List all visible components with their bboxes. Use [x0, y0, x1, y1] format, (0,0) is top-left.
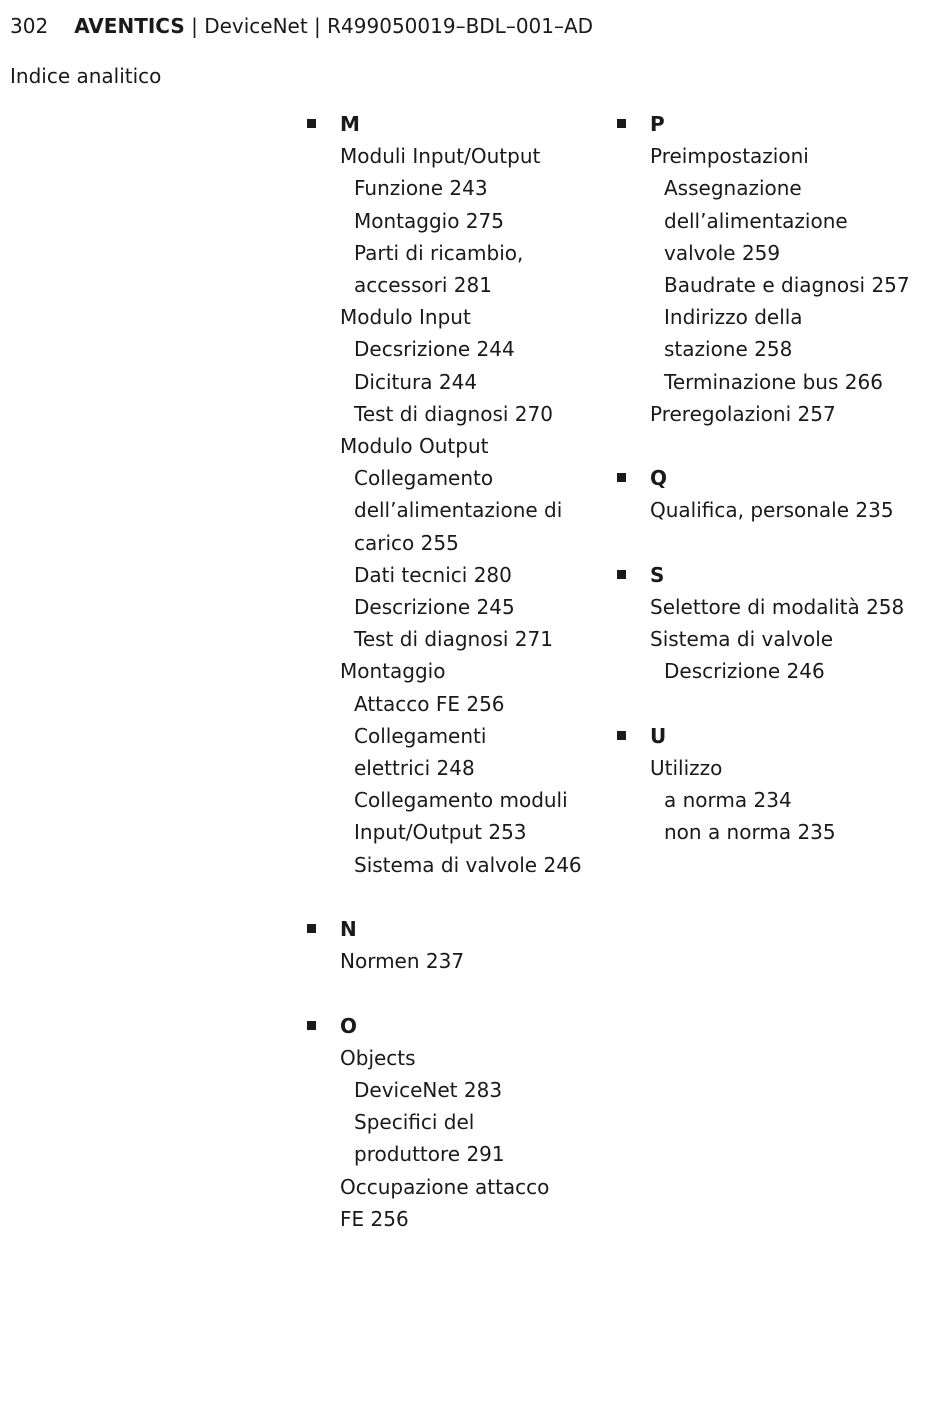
index-subentry: produttore 291: [354, 1142, 505, 1167]
index-subentry: Descrizione 246: [664, 659, 825, 684]
index-subentry: Dicitura 244: [354, 369, 478, 394]
index-letter-heading: [616, 720, 946, 752]
index-entry: Qualifica, personale 235: [650, 498, 894, 523]
index-entry: Modulo Output: [340, 434, 489, 459]
index-group-p: [616, 108, 946, 430]
index-subentry: Terminazione bus 266: [664, 369, 883, 394]
index-subentry: Attacco FE 256: [354, 691, 505, 716]
index-letter-heading: [616, 108, 946, 140]
index-letter-heading: [616, 559, 946, 591]
index-subentry: Input/Output 253: [354, 820, 527, 845]
index-subentry: valvole 259: [664, 240, 781, 265]
document-reference: | DeviceNet | R499050019–BDL–001–AD: [184, 14, 594, 38]
index-entry: Selettore di modalità 258: [650, 594, 905, 619]
index-subentry: Indirizzo della: [664, 305, 803, 330]
index-subentry: dell’alimentazione: [664, 208, 848, 233]
index-subentry: Dati tecnici 280: [354, 562, 512, 587]
index-subentry: Test di diagnosi 271: [354, 627, 553, 652]
index-subentry: Collegamenti: [354, 723, 487, 748]
page-number: 302: [10, 14, 49, 38]
index-letter-heading: [306, 108, 606, 140]
section-title: Indice analitico: [10, 64, 162, 88]
square-bullet-icon: [617, 731, 626, 740]
page-header: [10, 12, 593, 40]
square-bullet-icon: [307, 1021, 316, 1030]
index-subentry: dell’alimentazione di: [354, 498, 563, 523]
index-subentry: Montaggio 275: [354, 208, 504, 233]
index-subentry: Assegnazione: [664, 176, 802, 201]
index-entry: Utilizzo: [650, 755, 723, 780]
index-subentry: Decsrizione 244: [354, 337, 515, 362]
index-subentry: Test di diagnosi 270: [354, 401, 553, 426]
index-group-q: [616, 462, 946, 526]
index-letter-heading: [306, 913, 606, 945]
index-entry: Montaggio: [340, 659, 446, 684]
index-letter: N: [340, 917, 357, 942]
index-entry: Occupazione attacco: [340, 1174, 550, 1199]
index-subentry: Specifici del: [354, 1110, 475, 1135]
index-subentry: Collegamento: [354, 466, 494, 491]
index-subentry: accessori 281: [354, 273, 492, 297]
index-subentry: a norma 234: [664, 788, 792, 813]
index-letter: U: [650, 723, 667, 748]
index-column-left: [306, 108, 606, 1267]
index-subentry: Descrizione 245: [354, 595, 515, 620]
index-subentry: DeviceNet 283: [354, 1078, 503, 1103]
index-letter: M: [340, 112, 360, 136]
index-letter-heading: [306, 1010, 606, 1042]
index-subentry: stazione 258: [664, 337, 793, 362]
index-letter: O: [340, 1013, 358, 1038]
index-entry: Objects: [340, 1045, 416, 1070]
index-subentry: non a norma 235: [664, 820, 836, 845]
index-letter: Q: [650, 466, 668, 491]
square-bullet-icon: [617, 473, 626, 482]
index-entry: Modulo Input: [340, 305, 471, 330]
index-group-o: [306, 1010, 606, 1235]
index-entry: Sistema di valvole: [650, 627, 834, 652]
index-group-n: [306, 913, 606, 977]
index-entry: Moduli Input/Output: [340, 144, 541, 169]
index-subentry: Sistema di valvole 246: [354, 852, 582, 877]
index-entry: Preregolazioni 257: [650, 401, 836, 426]
index-entry: Normen 237: [340, 949, 465, 974]
square-bullet-icon: [617, 570, 626, 579]
square-bullet-icon: [307, 119, 316, 128]
index-entry: Preimpostazioni: [650, 144, 809, 169]
index-column-right: [616, 108, 946, 881]
index-group-m: [306, 108, 606, 881]
brand-name: AVENTICS: [74, 14, 185, 38]
index-group-u: [616, 720, 946, 849]
index-subentry: Baudrate e diagnosi 257: [664, 273, 910, 297]
index-subentry: Collegamento moduli: [354, 788, 568, 813]
index-subentry: elettrici 248: [354, 756, 475, 781]
index-letter: P: [650, 112, 665, 136]
index-group-s: [616, 559, 946, 688]
index-subentry: Parti di ricambio,: [354, 240, 524, 265]
index-subentry: carico 255: [354, 530, 459, 555]
index-letter: S: [650, 562, 665, 587]
square-bullet-icon: [307, 924, 316, 933]
index-subentry: Funzione 243: [354, 176, 488, 201]
index-letter-heading: [616, 462, 946, 494]
square-bullet-icon: [617, 119, 626, 128]
index-entry: FE 256: [340, 1206, 409, 1231]
